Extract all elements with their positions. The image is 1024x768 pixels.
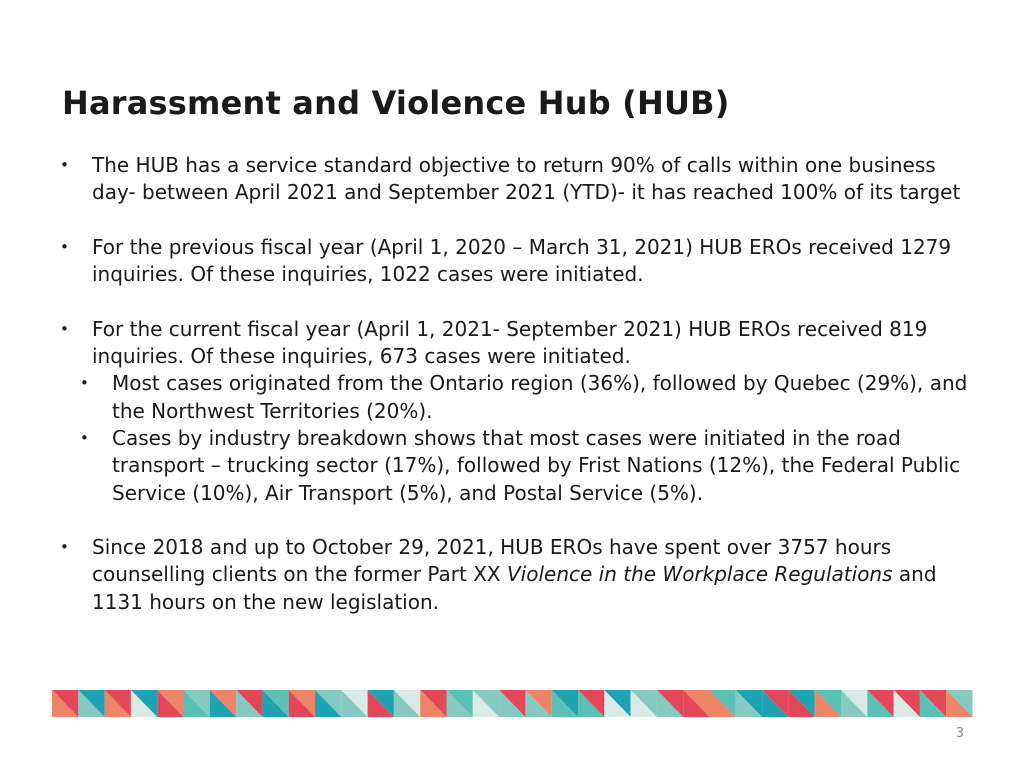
bullet-text: The HUB has a service standard objective to return 90% of calls within one business day- between April 2021 and September 2021 (YTD)- it has reached 100% of its target	[92, 153, 961, 205]
bullet-item	[60, 152, 970, 207]
bullet-dot: •	[60, 319, 69, 338]
regulation-title: Violence in the Workplace Regulations	[506, 562, 893, 587]
slide-content	[60, 152, 970, 643]
bullet-item	[60, 534, 970, 616]
slide-title: Harassment and Violence Hub (HUB)	[62, 84, 730, 122]
sub-bullet-item	[60, 425, 970, 507]
page-number: 3	[955, 726, 964, 741]
bullet-dot: •	[80, 428, 89, 447]
bullet-text: For the previous fiscal year (April 1, 2020 – March 31, 2021) HUB EROs received 1279 inquiries. Of these inquiries, 1022 cases were initiated.	[92, 234, 952, 287]
bullet-dot: •	[60, 538, 69, 557]
sub-bullet-text: Most cases originated from the Ontario region (36%), followed by Quebec (29%), and the Northwest Territories (20%).	[112, 371, 968, 423]
bullet-dot: •	[60, 237, 69, 256]
bullet-text: For the current fiscal year (April 1, 2021- September 2021) HUB EROs received 819 inquiries. Of these inquiries, 673 cases were initiated.	[92, 316, 928, 369]
bullet-text-after: and 1131 hours on the new legislation.	[92, 562, 937, 614]
bullet-dot: •	[80, 374, 89, 393]
bullet-dot: •	[60, 156, 69, 174]
bullet-item	[60, 234, 970, 289]
decorative-triangle-stripe	[52, 690, 973, 717]
sub-bullet-item	[60, 370, 970, 425]
bullet-text-before: Since 2018 and up to October 29, 2021, HUB EROs have spent over 3757 hours counselling clients on the former Part XX	[92, 535, 892, 587]
bullet-item	[60, 316, 970, 507]
sub-bullet-list	[60, 370, 970, 506]
sub-bullet-text: Cases by industry breakdown shows that most cases were initiated in the road transport – trucking sector (17%), followed by Frist Nations (12%), the Federal Public Service (10%), Air Transport (5%), and Postal Service (5%).	[112, 425, 961, 505]
